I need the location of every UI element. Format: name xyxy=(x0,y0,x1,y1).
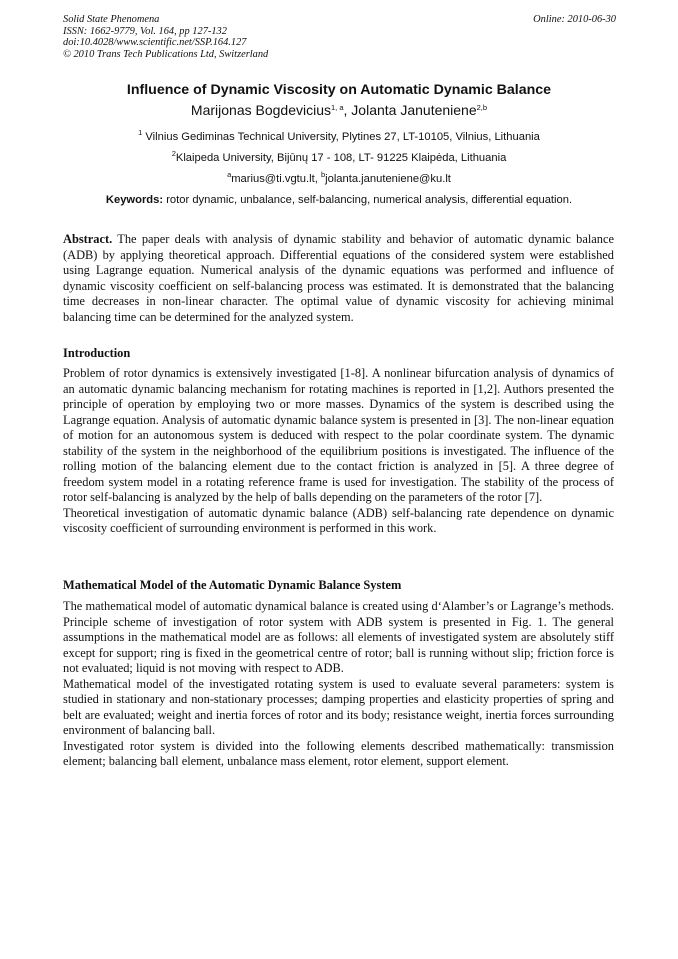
keywords-line xyxy=(40,194,638,206)
authors-line xyxy=(40,102,638,118)
paper-title: Influence of Dynamic Viscosity on Automatic Dynamic Balance xyxy=(126,82,552,98)
affiliation-text: Klaipeda University, Bijūnų 17 - 108, LT- 91225 Klaipėda, Lithuania xyxy=(175,152,507,164)
introduction-section xyxy=(63,366,614,537)
journal-name: Solid State Phenomena xyxy=(63,14,160,25)
paragraph: Problem of rotor dynamics is extensively investigated [1-8]. A nonlinear bifurcation analysis of dynamics of an automatic dynamic balancing mechanism for rotating machines is reported in [1,2]. Authors presented the principle of operation by employing two or more masses. Dynamics of the system is described using the Lagrange equation. Analysis of automatic dynamic balance system is presented in [3]. The non-linear equation of motion for an autonomous system is deduced with respect to the polar coordinate system. The dynamic stability of the system in the neighborhood of the equilibrium positions is investigated. The influence of the rolling motion of the balancing element due to the contact friction is analyzed in [5]. A three degree of freedom system model in a rotating reference frame is used for investigation. The stability of the process of rotor self-balancing is analyzed by the help of balls depending on the parameters of the rotor [7]. xyxy=(63,366,614,504)
section-heading-introduction: Introduction xyxy=(63,346,131,360)
email-line xyxy=(40,170,638,185)
affiliation-1 xyxy=(40,128,638,143)
author-superscript: 2,b xyxy=(476,103,488,112)
paragraph: The mathematical model of automatic dynamical balance is created using d‘Alamber’s or Lagrange’s methods. Principle scheme of investigation of rotor system with ADB system is presented in Fig. 1. The general assumptions in the mathematical model are as follows: all elements of investigated system are absolutely stiff except for support; ring is fixed in the geometrical centre of rotor; ball is running without slip; friction force is not evaluated; liquid is not moving with respect to ADB. xyxy=(63,599,614,675)
paragraph: Investigated rotor system is divided into the following elements described mathematically: transmission element; balancing ball element, unbalance mass element, rotor element, support element. xyxy=(63,738,614,768)
email-superscript: b xyxy=(320,170,326,179)
copyright-line: © 2010 Trans Tech Publications Ltd, Switzerland xyxy=(63,48,269,60)
affiliation-superscript: 1 xyxy=(138,128,143,137)
author-separator: , xyxy=(343,102,352,118)
affiliation-superscript: 2 xyxy=(171,149,176,158)
author-name: Marijonas Bogdevicius xyxy=(190,102,331,118)
math-model-section xyxy=(63,599,614,770)
author-superscript: 1, a xyxy=(331,103,344,112)
affiliation-2 xyxy=(40,149,638,164)
section-heading-math-model: Mathematical Model of the Automatic Dynamic Balance System xyxy=(63,578,402,592)
journal-header xyxy=(63,14,268,60)
paragraph: Mathematical model of the investigated rotating system is used to evaluate several parameters: system is studied in stationary and non-stationary processes; damping properties and elasticity properties of spring and belt are evaluated; weight and inertia forces of rotor and its body; resistance weight, inertia forces surrounding environment of balancing ball. xyxy=(63,676,614,737)
online-date: Online: 2010-06-30 xyxy=(533,14,616,25)
keywords-label: Keywords: xyxy=(105,194,164,206)
author-name: Jolanta Januteniene xyxy=(351,102,477,118)
abstract-label: Abstract. xyxy=(63,232,113,246)
keywords-text: rotor dynamic, unbalance, self-balancing, numerical analysis, differential equation. xyxy=(163,194,573,206)
email-text: jolanta.januteniene@ku.lt xyxy=(325,173,451,185)
abstract-paragraph xyxy=(63,232,614,325)
email-superscript: a xyxy=(227,170,232,179)
issn-line: ISSN: 1662-9779, Vol. 164, pp 127-132 xyxy=(63,25,227,37)
paragraph: Theoretical investigation of automatic dynamic balance (ADB) self-balancing rate dependence on dynamic viscosity coefficient of surrounding environment is performed in this work. xyxy=(63,505,614,535)
abstract-text: The paper deals with analysis of dynamic stability and behavior of automatic dynamic balance (ADB) by applying theoretical approach. Differential equations of the considered system were established using Lagrange equation. Numerical analysis of the dynamic equations was performed and influence of dynamic viscosity coefficient on self-balancing process was estimated. It is demonstrated that the balancing time decreases in non-linear character. The optimal value of dynamic viscosity for achieving minimal balancing time can be determined for the analyzed system. xyxy=(63,232,614,324)
email-text: marius@ti.vgtu.lt, xyxy=(231,173,321,185)
doi-line: doi:10.4028/www.scientific.net/SSP.164.127 xyxy=(63,37,247,49)
affiliation-text: Vilnius Gediminas Technical University, Plytines 27, LT-10105, Vilnius, Lithuania xyxy=(142,131,540,143)
